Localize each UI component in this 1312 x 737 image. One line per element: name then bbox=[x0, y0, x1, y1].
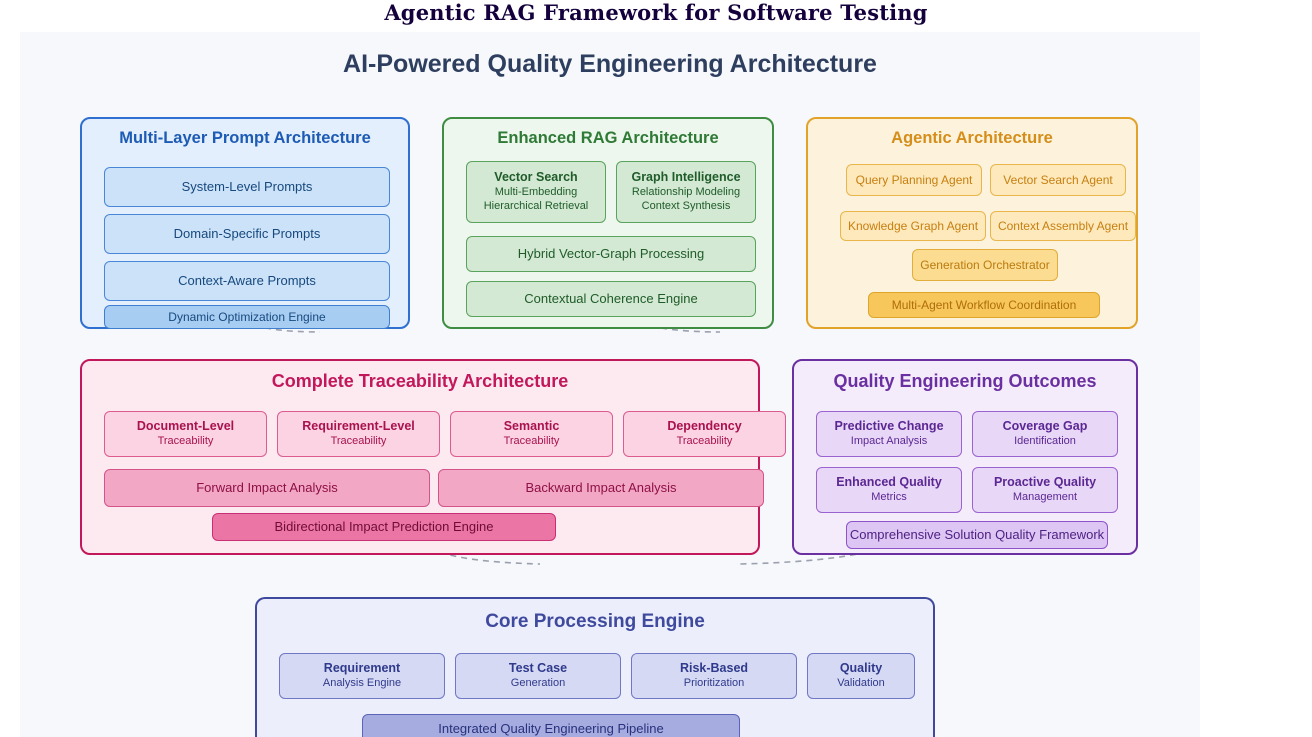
node-sublabel: Context Synthesis bbox=[641, 199, 731, 212]
node-sublabel: Prioritization bbox=[683, 676, 745, 689]
node-label: Enhanced Quality bbox=[836, 475, 942, 490]
node-label: Semantic bbox=[503, 419, 560, 434]
node-label: Multi-Agent Workflow Coordination bbox=[891, 297, 1077, 312]
node-label: Backward Impact Analysis bbox=[525, 479, 677, 495]
diagram-canvas bbox=[20, 32, 1200, 737]
node-sublabel: Hierarchical Retrieval bbox=[483, 199, 589, 212]
node-test-case-generation[interactable] bbox=[455, 653, 621, 699]
node-sublabel: Impact Analysis bbox=[850, 434, 928, 447]
node-context-assembly-agent[interactable] bbox=[990, 211, 1136, 241]
node-sublabel: Analysis Engine bbox=[322, 676, 402, 689]
node-predictive-change-impact-analysis[interactable] bbox=[816, 411, 962, 457]
panel-title-agentic: Agentic Architecture bbox=[891, 129, 1053, 147]
node-label: Integrated Quality Engineering Pipeline bbox=[438, 720, 664, 736]
node-context-aware-prompts[interactable] bbox=[104, 261, 390, 301]
node-bidirectional-impact-prediction-engine[interactable] bbox=[212, 513, 556, 541]
panel-complete-traceability-architecture[interactable] bbox=[80, 359, 760, 555]
node-query-planning-agent[interactable] bbox=[846, 164, 982, 196]
node-label: Quality bbox=[839, 661, 883, 676]
node-sublabel: Generation bbox=[510, 676, 566, 689]
node-sublabel: Traceability bbox=[330, 434, 387, 447]
node-forward-impact-analysis[interactable] bbox=[104, 469, 430, 507]
node-label: Predictive Change bbox=[834, 419, 944, 434]
panel-quality-engineering-outcomes[interactable] bbox=[792, 359, 1138, 555]
node-label: Requirement-Level bbox=[302, 419, 415, 434]
panel-title-prompt: Multi-Layer Prompt Architecture bbox=[119, 129, 371, 147]
node-label: Vector Search bbox=[494, 170, 578, 185]
node-label: Document-Level bbox=[136, 419, 235, 434]
node-enhanced-quality-metrics[interactable] bbox=[816, 467, 962, 513]
node-system-level-prompts[interactable] bbox=[104, 167, 390, 207]
panel-agentic-architecture[interactable] bbox=[806, 117, 1138, 329]
node-label: Hybrid Vector-Graph Processing bbox=[517, 245, 705, 261]
node-label: Domain-Specific Prompts bbox=[173, 225, 321, 241]
node-label: Comprehensive Solution Quality Framework bbox=[849, 526, 1105, 542]
node-sublabel: Management bbox=[1012, 490, 1078, 503]
node-label: Vector Search Agent bbox=[1003, 172, 1113, 187]
node-hybrid-vector-graph-processing[interactable] bbox=[466, 236, 756, 272]
node-dynamic-optimization-engine[interactable] bbox=[104, 305, 390, 329]
node-semantic-traceability[interactable] bbox=[450, 411, 613, 457]
node-vector-search-agent[interactable] bbox=[990, 164, 1126, 196]
panel-title-traceability: Complete Traceability Architecture bbox=[271, 371, 569, 391]
node-label: Graph Intelligence bbox=[631, 170, 741, 185]
panel-title-rag: Enhanced RAG Architecture bbox=[497, 129, 719, 147]
node-sublabel: Identification bbox=[1014, 434, 1076, 447]
node-label: Generation Orchestrator bbox=[920, 257, 1050, 272]
node-vector-search[interactable] bbox=[466, 161, 606, 223]
node-label: Query Planning Agent bbox=[855, 172, 973, 187]
panel-core-processing-engine[interactable] bbox=[255, 597, 935, 737]
diagram-title: AI-Powered Quality Engineering Architecture bbox=[343, 50, 877, 78]
node-generation-orchestrator[interactable] bbox=[912, 249, 1058, 281]
node-integrated-quality-engineering-pipeline[interactable] bbox=[362, 714, 740, 737]
node-risk-based-prioritization[interactable] bbox=[631, 653, 797, 699]
node-requirement-analysis-engine[interactable] bbox=[279, 653, 445, 699]
node-comprehensive-solution-quality-framework[interactable] bbox=[846, 521, 1108, 549]
panel-enhanced-rag-architecture[interactable] bbox=[442, 117, 774, 329]
node-label: Test Case bbox=[508, 661, 568, 676]
node-sublabel: Traceability bbox=[676, 434, 733, 447]
panel-title-core: Core Processing Engine bbox=[485, 611, 705, 632]
node-quality-validation[interactable] bbox=[807, 653, 915, 699]
node-label: System-Level Prompts bbox=[181, 178, 313, 194]
node-backward-impact-analysis[interactable] bbox=[438, 469, 764, 507]
node-label: Coverage Gap bbox=[1002, 419, 1088, 434]
node-label: Knowledge Graph Agent bbox=[847, 218, 979, 233]
node-dependency-traceability[interactable] bbox=[623, 411, 786, 457]
node-graph-intelligence[interactable] bbox=[616, 161, 756, 223]
node-label: Contextual Coherence Engine bbox=[524, 290, 698, 306]
node-domain-specific-prompts[interactable] bbox=[104, 214, 390, 254]
node-sublabel: Metrics bbox=[871, 490, 907, 503]
node-label: Dependency bbox=[667, 419, 742, 434]
panel-title-outcomes: Quality Engineering Outcomes bbox=[833, 371, 1097, 391]
node-label: Forward Impact Analysis bbox=[196, 479, 338, 495]
node-sublabel: Traceability bbox=[503, 434, 560, 447]
node-sublabel: Multi-Embedding bbox=[494, 186, 578, 199]
page-title: Agentic RAG Framework for Software Testing bbox=[384, 0, 928, 25]
node-contextual-coherence-engine[interactable] bbox=[466, 281, 756, 317]
node-sublabel: Relationship Modeling bbox=[631, 186, 741, 199]
node-label: Bidirectional Impact Prediction Engine bbox=[274, 518, 494, 534]
node-label: Requirement bbox=[323, 661, 401, 676]
node-label: Context-Aware Prompts bbox=[178, 272, 316, 288]
node-coverage-gap-identification[interactable] bbox=[972, 411, 1118, 457]
node-knowledge-graph-agent[interactable] bbox=[840, 211, 986, 241]
node-sublabel: Validation bbox=[837, 676, 885, 689]
node-multi-agent-workflow-coordination[interactable] bbox=[868, 292, 1100, 318]
node-proactive-quality-management[interactable] bbox=[972, 467, 1118, 513]
node-sublabel: Traceability bbox=[157, 434, 214, 447]
node-label: Dynamic Optimization Engine bbox=[168, 309, 326, 324]
node-document-level-traceability[interactable] bbox=[104, 411, 267, 457]
node-requirement-level-traceability[interactable] bbox=[277, 411, 440, 457]
panel-multi-layer-prompt-architecture[interactable] bbox=[80, 117, 410, 329]
node-label: Risk-Based bbox=[679, 661, 749, 676]
node-label: Proactive Quality bbox=[993, 475, 1097, 490]
node-label: Context Assembly Agent bbox=[997, 218, 1129, 233]
